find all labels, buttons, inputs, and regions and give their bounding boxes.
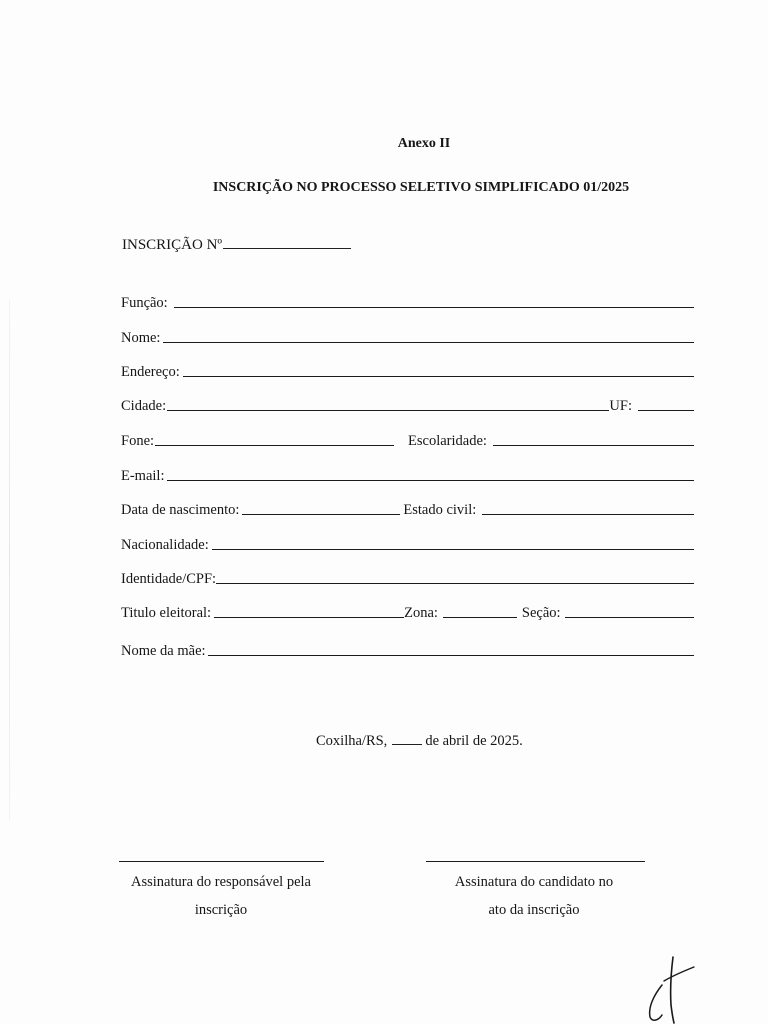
candidate-signature-line[interactable] bbox=[426, 860, 645, 862]
email-blank[interactable] bbox=[167, 467, 695, 481]
row-titulo bbox=[121, 604, 694, 622]
row-funcao bbox=[121, 294, 694, 312]
cidade-blank[interactable] bbox=[167, 397, 609, 411]
date-rest: de abril de 2025. bbox=[425, 733, 523, 749]
cidade-label: Cidade: bbox=[121, 398, 167, 414]
candidate-signature-caption bbox=[414, 868, 654, 924]
escolaridade-label: Escolaridade: bbox=[408, 433, 487, 449]
form-title: INSCRIÇÃO NO PROCESSO SELETIVO SIMPLIFICADO 01/2025 bbox=[212, 180, 630, 195]
candidate-caption-line1: Assinatura do candidato no bbox=[454, 874, 614, 890]
secao-blank[interactable] bbox=[565, 604, 694, 618]
identidade-cpf-label: Identidade/CPF: bbox=[121, 571, 217, 587]
nome-blank[interactable] bbox=[163, 329, 694, 343]
date-place: Coxilha/RS, bbox=[316, 733, 388, 749]
endereco-label: Endereço: bbox=[121, 364, 180, 380]
row-nacionalidade bbox=[121, 536, 694, 554]
row-fone bbox=[121, 432, 694, 450]
registration-number-label: INSCRIÇÃO Nº bbox=[122, 237, 223, 253]
titulo-eleitoral-label: Titulo eleitoral: bbox=[121, 605, 212, 621]
responsible-caption-line2: inscrição bbox=[194, 902, 248, 918]
row-nascimento bbox=[121, 501, 694, 519]
candidate-caption-line2: ato da inscrição bbox=[488, 902, 580, 918]
date-line bbox=[316, 732, 523, 750]
estado-civil-blank[interactable] bbox=[482, 501, 694, 515]
row-identidade bbox=[121, 570, 694, 588]
row-email bbox=[121, 467, 694, 485]
registration-number-blank[interactable] bbox=[223, 234, 351, 249]
responsible-signature-line[interactable] bbox=[119, 860, 324, 862]
data-nascimento-label: Data de nascimento: bbox=[121, 502, 240, 518]
funcao-label: Função: bbox=[121, 295, 168, 311]
responsible-caption-line1: Assinatura do responsável pela bbox=[131, 874, 311, 890]
email-label: E-mail: bbox=[121, 468, 165, 484]
nome-mae-blank[interactable] bbox=[208, 642, 694, 656]
endereco-blank[interactable] bbox=[183, 363, 694, 377]
row-cidade bbox=[121, 397, 694, 415]
fone-blank[interactable] bbox=[155, 432, 394, 446]
responsible-signature-caption bbox=[100, 868, 342, 924]
uf-blank[interactable] bbox=[638, 397, 694, 411]
data-nascimento-blank[interactable] bbox=[242, 501, 400, 515]
zona-label: Zona: bbox=[404, 605, 438, 621]
row-nome bbox=[121, 329, 694, 347]
nacionalidade-label: Nacionalidade: bbox=[121, 537, 209, 553]
zona-blank[interactable] bbox=[443, 604, 517, 618]
fone-label: Fone: bbox=[121, 433, 155, 449]
identidade-cpf-blank[interactable] bbox=[216, 570, 694, 584]
nome-label: Nome: bbox=[121, 330, 161, 346]
day-blank[interactable] bbox=[392, 732, 422, 745]
funcao-blank[interactable] bbox=[174, 294, 694, 308]
row-nome-mae bbox=[121, 642, 694, 660]
estado-civil-label: Estado civil: bbox=[403, 502, 477, 518]
nacionalidade-blank[interactable] bbox=[212, 536, 694, 550]
nome-mae-label: Nome da mãe: bbox=[121, 643, 206, 659]
row-endereco bbox=[121, 363, 694, 381]
escolaridade-blank[interactable] bbox=[493, 432, 694, 446]
scan-edge bbox=[9, 300, 10, 820]
annex-title: Anexo II bbox=[397, 136, 451, 151]
uf-label: UF: bbox=[609, 398, 632, 414]
titulo-eleitoral-blank[interactable] bbox=[214, 604, 404, 618]
registration-number bbox=[122, 234, 351, 254]
secao-label: Seção: bbox=[521, 605, 561, 621]
rubric-signature bbox=[640, 955, 700, 1024]
